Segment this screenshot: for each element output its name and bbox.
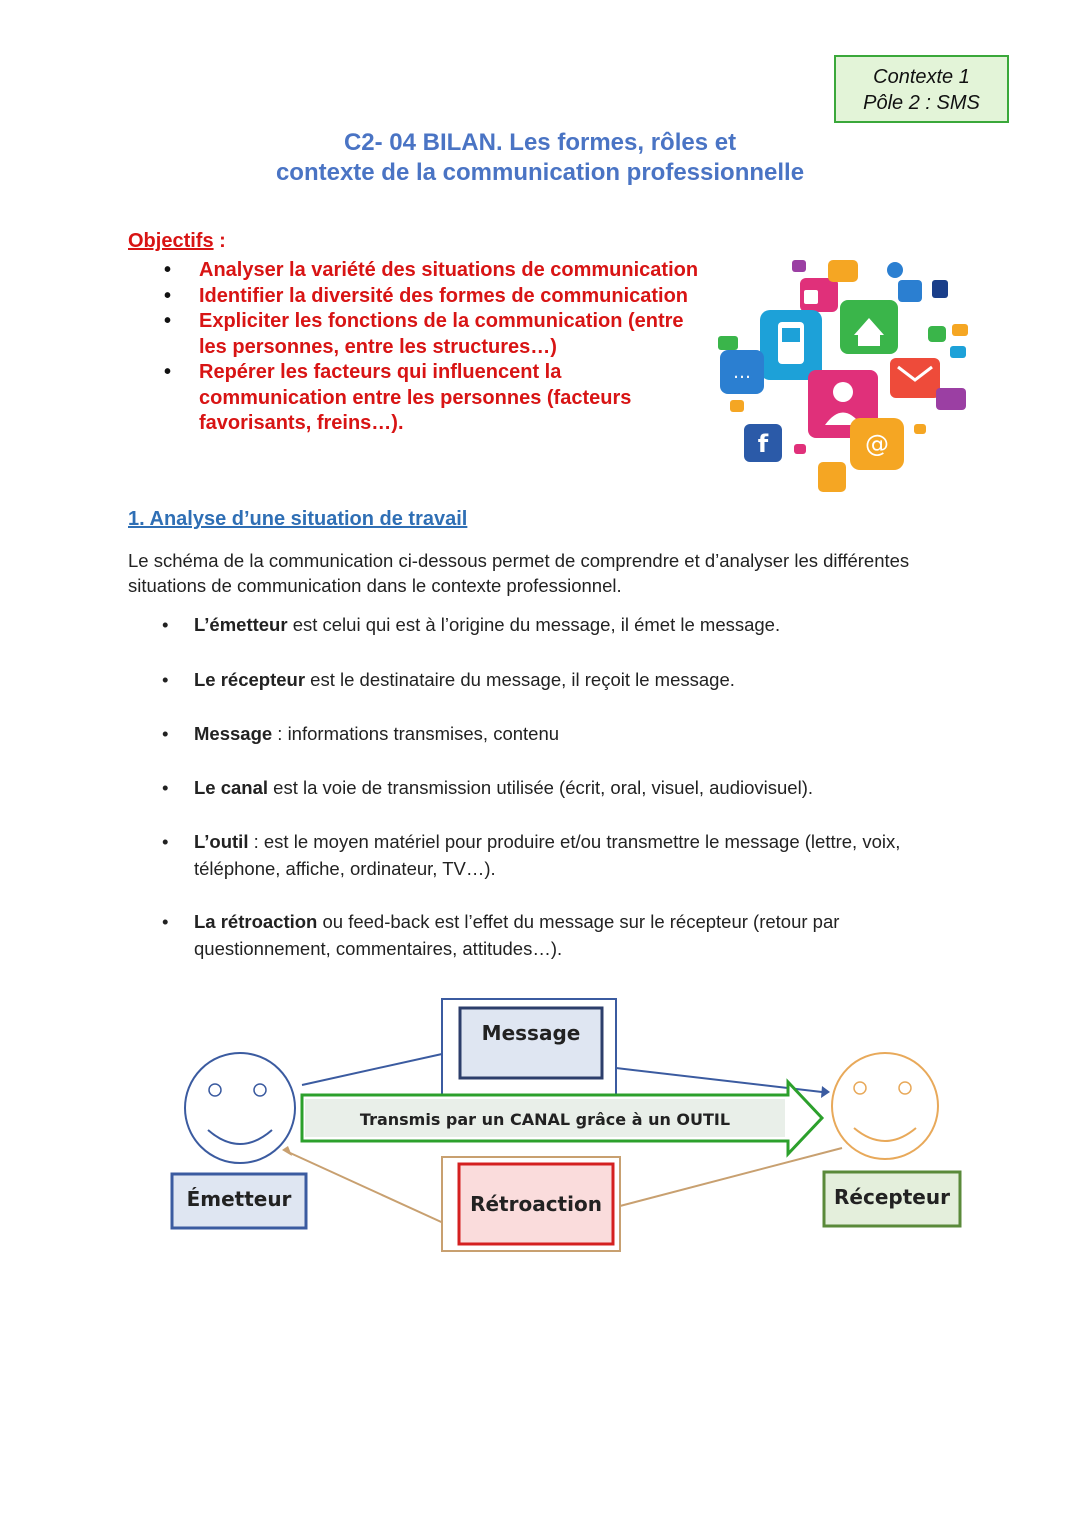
- communication-diagram: [150, 990, 980, 1260]
- term: Message: [194, 723, 273, 744]
- objective-item: • Repérer les facteurs qui influencent la communication entre les personnes (facteurs favorisants, freins…).: [160, 360, 700, 437]
- feedback-arrowhead: [282, 1146, 292, 1156]
- feedback-label: Rétroaction: [470, 1192, 602, 1216]
- sender-label: Émetteur: [186, 1187, 292, 1211]
- definition-text: ou feed-back est l’effet du message sur le récepteur (retour par questionnement, commentaires, attitudes…).: [194, 911, 840, 959]
- definition-recepteur: [160, 666, 954, 693]
- definition-retroaction: [160, 908, 954, 962]
- context-line-2: Pôle 2 : SMS: [863, 92, 980, 114]
- objective-item: • Expliciter les fonctions de la communication (entre les personnes, entre les structures…): [160, 309, 700, 360]
- term: Le récepteur: [194, 669, 306, 690]
- objective-item: • Identifier la diversité des formes de communication: [160, 284, 700, 310]
- definition-text: est le destinataire du message, il reçoit le message.: [305, 669, 735, 690]
- objective-item: • Analyser la variété des situations de communication: [160, 258, 700, 284]
- title-line-2: contexte de la communication professionnelle: [275, 159, 805, 186]
- definition-emetteur: [160, 611, 954, 638]
- definition-canal: [160, 774, 954, 801]
- definition-text: : est le moyen matériel pour produire et/ou transmettre le message (lettre, voix, téléphone, affiche, ordinateur, TV…).: [194, 831, 901, 879]
- message-line-in: [302, 1054, 442, 1085]
- communication-bubbles-illustration: [700, 240, 980, 505]
- svg-text:f: f: [757, 430, 769, 458]
- section-intro: Le schéma de la communication ci-dessous permet de comprendre et d’analyser les différentes situations de communication dans le contexte professionnel.: [128, 550, 910, 596]
- term: L’émetteur: [194, 614, 288, 635]
- svg-text:…: …: [733, 362, 751, 383]
- definition-text: : informations transmises, contenu: [272, 723, 560, 744]
- receiver-label: Récepteur: [834, 1185, 950, 1209]
- definition-message: [160, 720, 954, 747]
- term: La rétroaction: [194, 911, 318, 932]
- channel-label: Transmis par un CANAL grâce à un OUTIL: [359, 1110, 731, 1129]
- page-title: [200, 128, 880, 188]
- svg-text:@: @: [865, 430, 889, 458]
- receiver-smiley-icon: [832, 1053, 938, 1159]
- speech-bubbles-icon: [718, 260, 968, 492]
- feedback-line-from-receiver: [620, 1148, 842, 1206]
- section-title: 1. Analyse d’une situation de travail: [128, 508, 468, 530]
- definition-text: est celui qui est à l’origine du message, il émet le message.: [287, 614, 781, 635]
- objectives-colon: :: [213, 230, 226, 252]
- definition-outil: [160, 828, 954, 882]
- feedback-line-back: [288, 1152, 450, 1226]
- receiver-box: [824, 1172, 960, 1226]
- objectives-label: Objectifs: [128, 230, 214, 252]
- objectives-heading: [128, 230, 226, 253]
- context-box: [834, 55, 1009, 123]
- context-line-1: Contexte 1: [873, 66, 970, 88]
- sender-box: [172, 1174, 306, 1228]
- sender-smiley-icon: [185, 1053, 295, 1163]
- objectives-list: [160, 258, 700, 437]
- feedback-box: [459, 1164, 613, 1244]
- definition-text: est la voie de transmission utilisée (écrit, oral, visuel, audiovisuel).: [268, 777, 814, 798]
- title-line-1: C2- 04 BILAN. Les formes, rôles et: [343, 129, 737, 156]
- term: L’outil: [194, 831, 249, 852]
- term: Le canal: [194, 777, 269, 798]
- message-box: [460, 1008, 602, 1078]
- message-label: Message: [481, 1021, 581, 1045]
- message-arrowhead: [821, 1086, 830, 1098]
